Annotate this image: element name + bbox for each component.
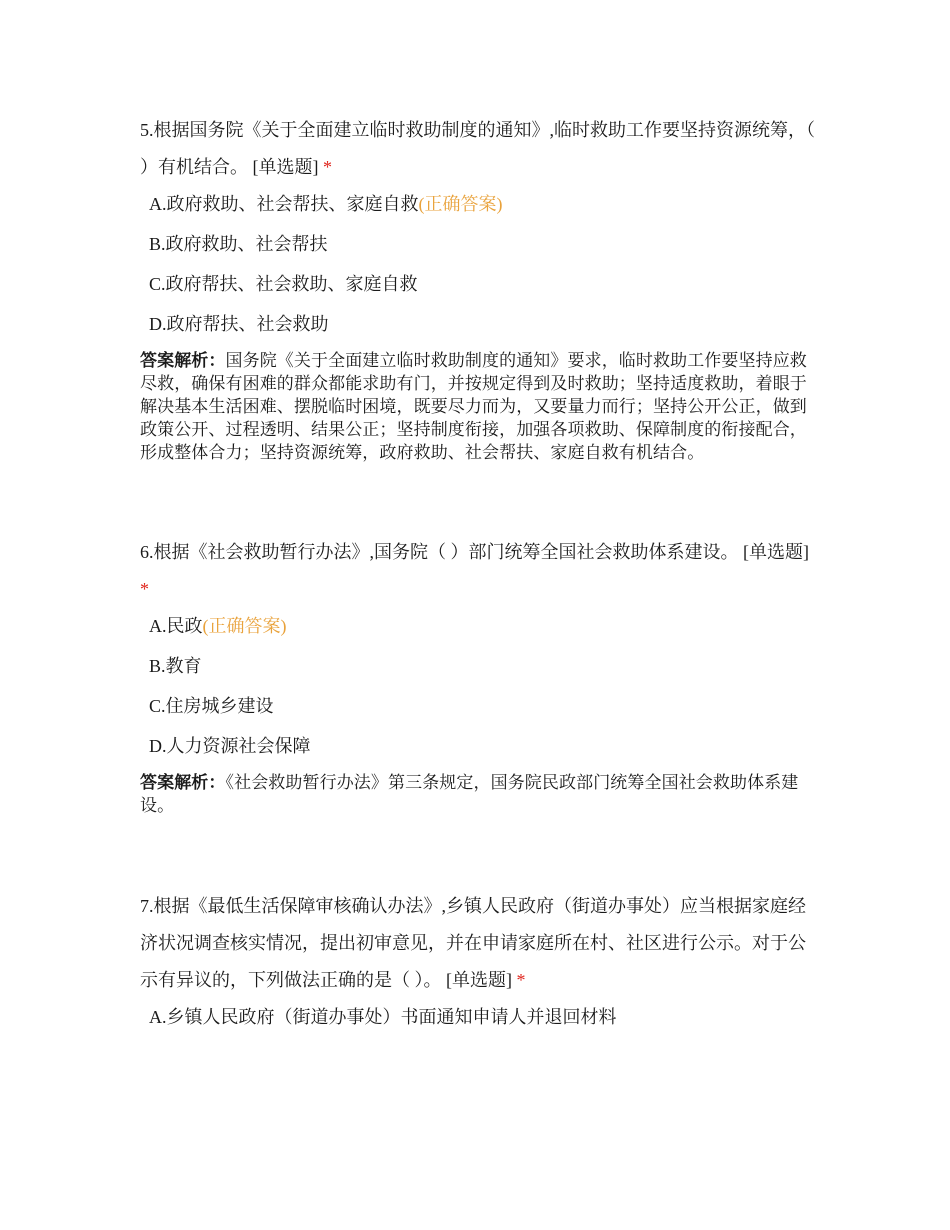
question-title: 7.根据《最低生活保障审核确认办法》,乡镇人民政府（街道办事处）应当根据家庭经济状况调查核实情况，提出初审意见，并在申请家庭所在村、社区进行公示。对于公示有异议的，下列做法正确的是（ ）。 [单选题] * bbox=[140, 896, 806, 990]
option-b[interactable]: B.教育 bbox=[149, 656, 202, 676]
question-5 bbox=[140, 112, 815, 465]
answer-analysis bbox=[140, 772, 815, 818]
analysis-label: 答案解析： bbox=[140, 773, 226, 793]
analysis-text: 《社会救助暂行办法》第三条规定，国务院民政部门统筹全国社会救助体系建设。 bbox=[140, 773, 799, 816]
option-list bbox=[140, 614, 815, 774]
required-mark: * bbox=[323, 157, 332, 177]
option-a[interactable]: A.乡镇人民政府（街道办事处）书面通知申请人并退回材料 bbox=[149, 1007, 617, 1027]
option-d[interactable]: D.政府帮扶、社会救助 bbox=[149, 314, 329, 334]
correct-answer-tag: (正确答案) bbox=[202, 616, 287, 636]
required-mark: * bbox=[516, 970, 526, 990]
option-list bbox=[140, 1005, 815, 1045]
option-a[interactable]: A.民政(正确答案) bbox=[149, 616, 287, 636]
question-title: 6.根据《社会救助暂行办法》,国务院（ ）部门统筹全国社会救助体系建设。 [单选题] * bbox=[140, 542, 809, 599]
option-list bbox=[140, 192, 815, 352]
question-title: 5.根据国务院《关于全面建立临时救助制度的通知》,临时救助工作要坚持资源统筹，（ ）有机结合。 [单选题] * bbox=[140, 120, 815, 177]
analysis-text: 国务院《关于全面建立临时救助制度的通知》要求，临时救助工作要坚持应救尽救，确保有困难的群众都能求助有门，并按规定得到及时救助；坚持适度救助，着眼于解决基本生活困难、摆脱临时困境，既要尽力而为，又要量力而行；坚持公开公正，做到政策公开、过程透明、结果公正；坚持制度衔接，加强各项救助、保障制度的衔接配合，形成整体合力；坚持资源统筹，政府救助、社会帮扶、家庭自救有机结合。 bbox=[140, 351, 807, 463]
question-6 bbox=[140, 534, 815, 818]
correct-answer-tag: (正确答案) bbox=[418, 194, 503, 214]
option-a[interactable]: A.政府救助、社会帮扶、家庭自救(正确答案) bbox=[149, 194, 503, 214]
question-list bbox=[140, 112, 815, 1045]
question-7 bbox=[140, 888, 815, 1045]
option-d[interactable]: D.人力资源社会保障 bbox=[149, 736, 311, 756]
required-mark: * bbox=[140, 579, 149, 599]
option-c[interactable]: C.政府帮扶、社会救助、家庭自救 bbox=[149, 274, 418, 294]
analysis-label: 答案解析： bbox=[140, 351, 226, 371]
option-c[interactable]: C.住房城乡建设 bbox=[149, 696, 274, 716]
answer-analysis bbox=[140, 350, 815, 465]
option-b[interactable]: B.政府救助、社会帮扶 bbox=[149, 234, 328, 254]
